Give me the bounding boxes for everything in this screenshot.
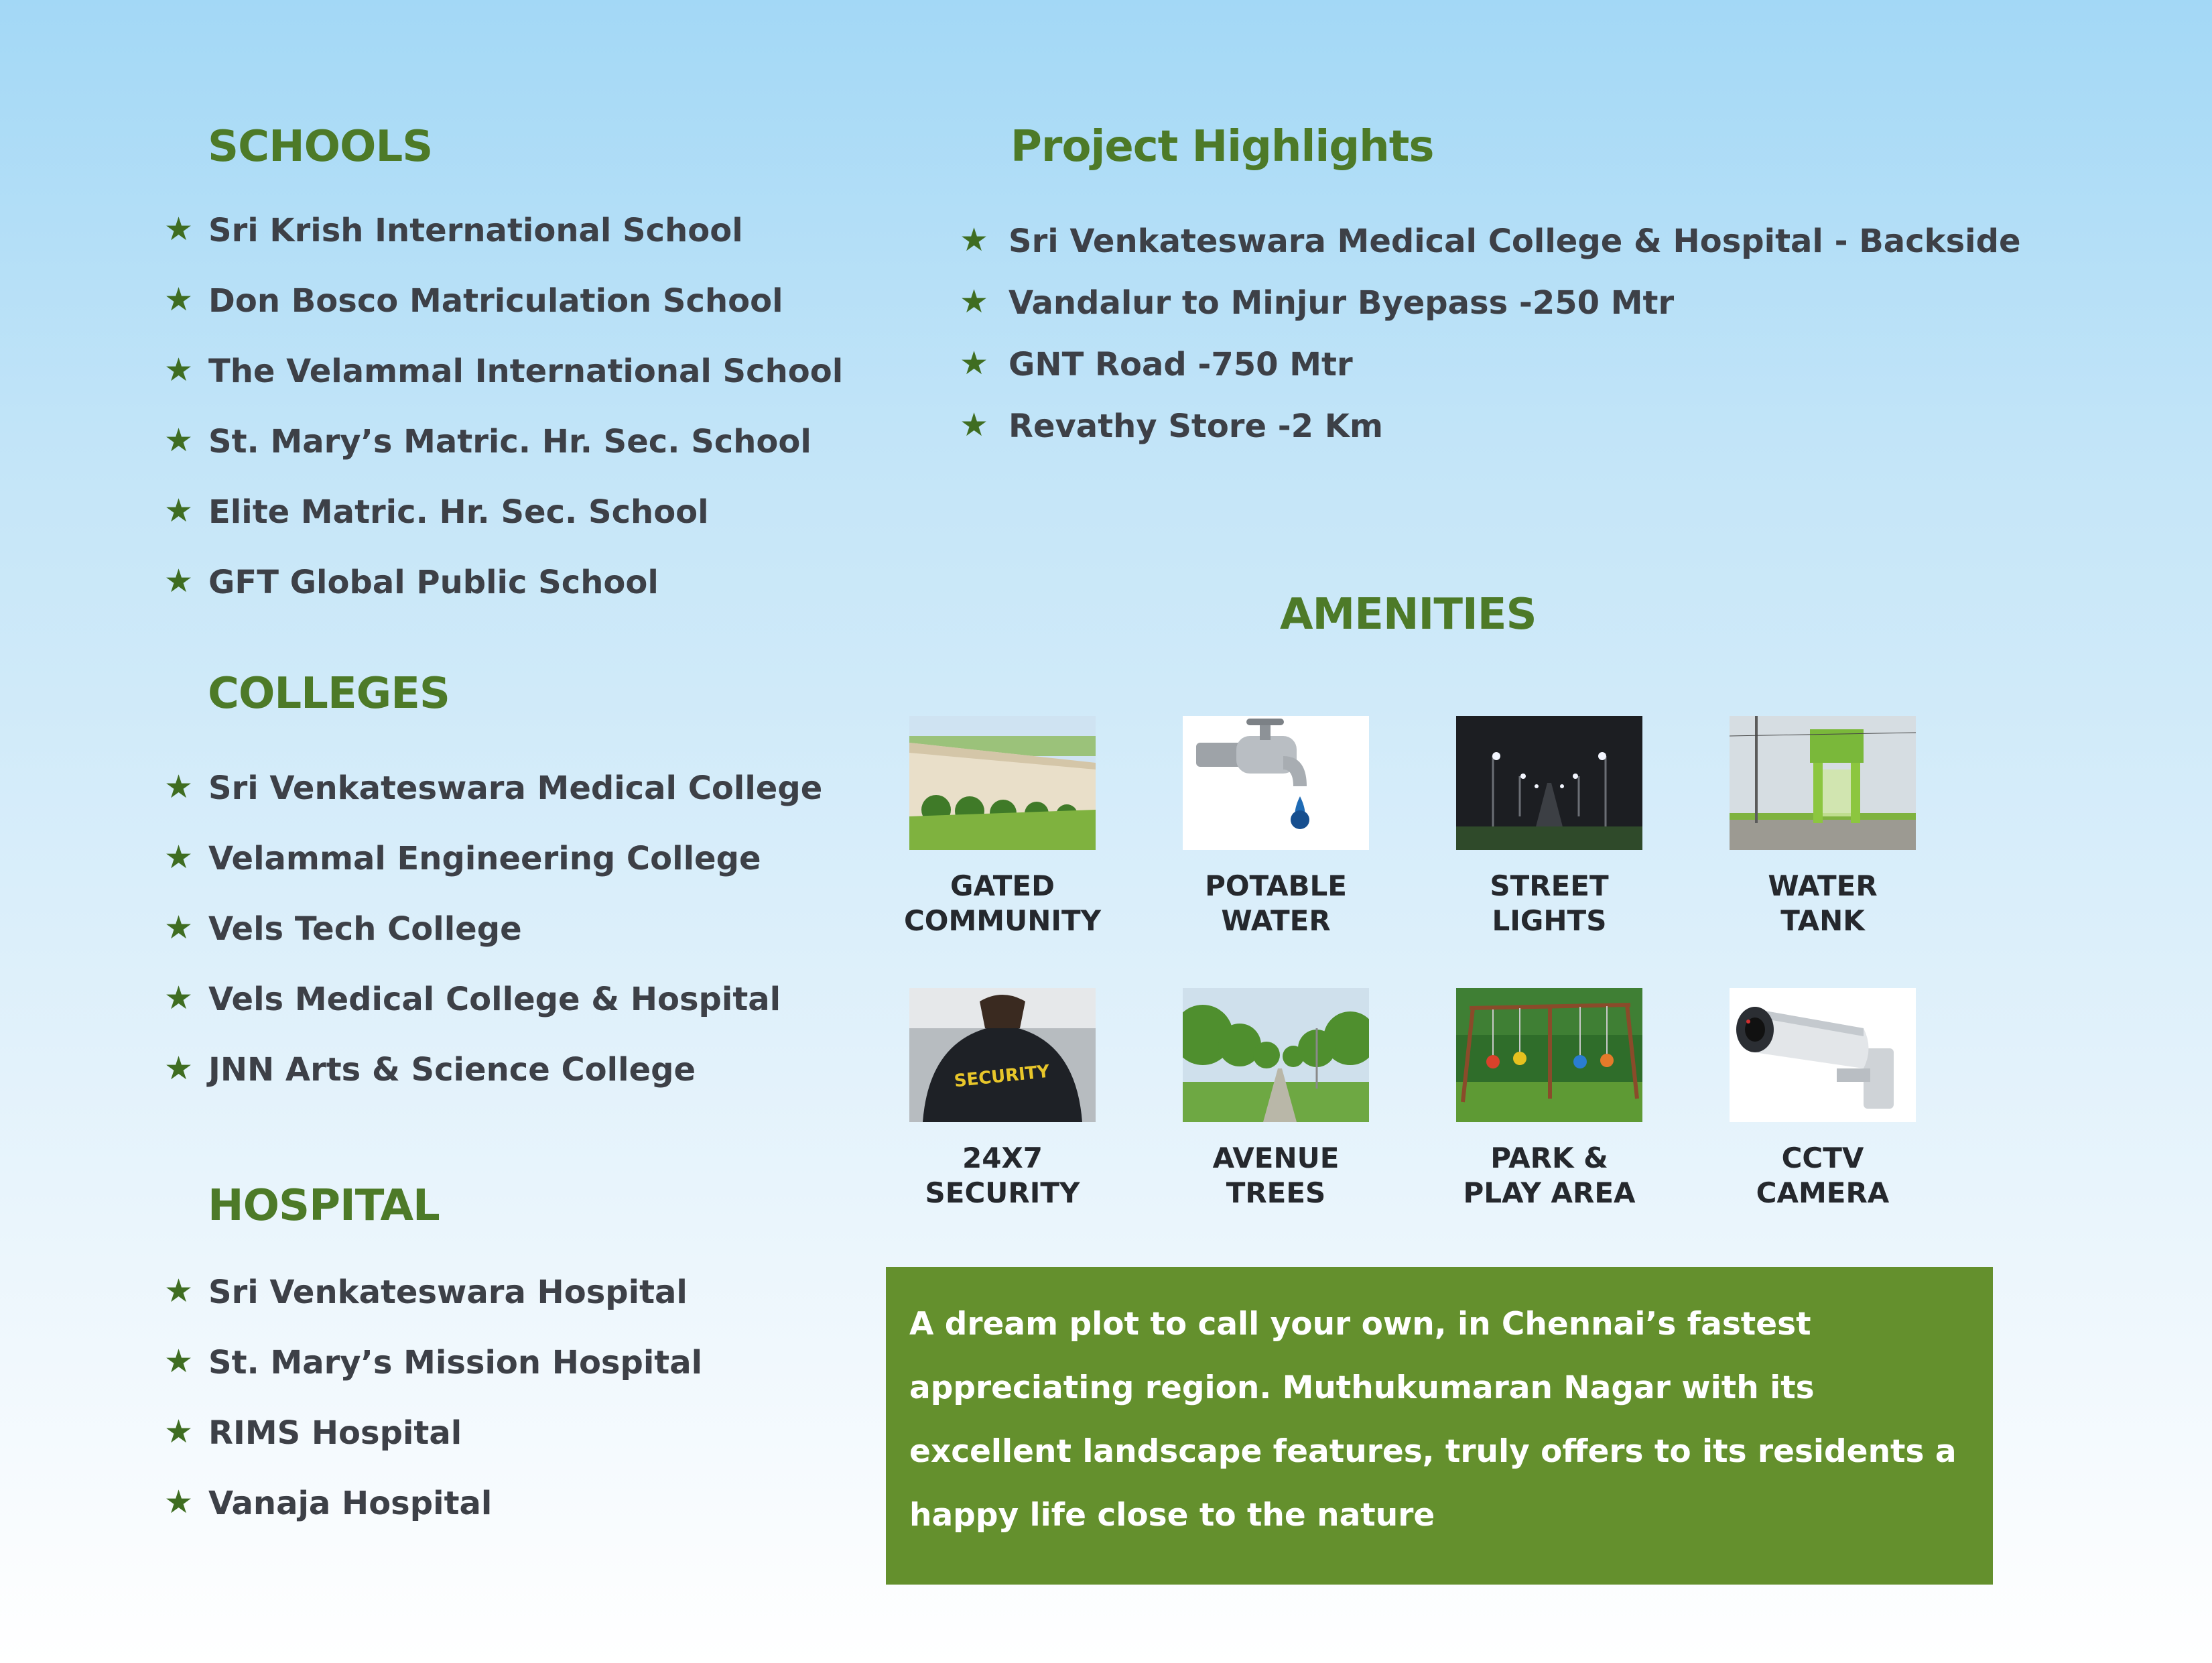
star-icon: ★: [164, 562, 194, 600]
school-name: The Velammal International School: [208, 353, 844, 390]
college-name: Sri Venkateswara Medical College: [208, 769, 823, 807]
hospital-heading: HOSPITAL: [208, 1181, 440, 1231]
amenity-caption: 24X7 SECURITY: [925, 1142, 1080, 1209]
tagline-text: A dream plot to call your own, in Chennai’s fastest appreciating region. Muthukumaran Nagar with its excellent landscape features, truly offers to its residents a happy life close to the nature: [909, 1306, 1957, 1534]
star-icon: ★: [164, 1272, 194, 1310]
schools-heading: SCHOOLS: [208, 122, 433, 172]
amenity-caption: WATER TANK: [1768, 869, 1878, 937]
amenity-gated-community: [903, 716, 1102, 937]
water-tank-photo-icon: [1730, 716, 1916, 850]
amenity-street-lights: [1456, 716, 1642, 937]
star-icon: ★: [164, 1483, 194, 1521]
star-icon: ★: [164, 1343, 194, 1380]
amenity-caption: CCTV CAMERA: [1756, 1142, 1890, 1209]
star-icon: ★: [960, 406, 989, 444]
star-icon: ★: [164, 210, 194, 248]
amenities-heading: AMENITIES: [1280, 590, 1537, 639]
star-icon: ★: [164, 909, 194, 946]
water-tap-photo-icon: [1183, 716, 1369, 850]
svg-text:SECURITY: SECURITY: [953, 1061, 1051, 1092]
star-icon: ★: [164, 1050, 194, 1087]
playground-photo-icon: [1456, 988, 1642, 1122]
avenue-trees-photo-icon: [1183, 988, 1369, 1122]
college-name: Vels Tech College: [208, 910, 522, 948]
star-icon: ★: [164, 839, 194, 876]
colleges-heading: COLLEGES: [208, 669, 450, 719]
amenity-caption: AVENUE TREES: [1212, 1142, 1340, 1209]
hospital-name: RIMS Hospital: [208, 1414, 462, 1452]
amenity-water-tank: [1730, 716, 1916, 937]
gated-wall-photo-icon: [909, 716, 1096, 850]
school-name: Don Bosco Matriculation School: [208, 282, 783, 320]
street-lights-photo-icon: [1456, 716, 1642, 850]
school-name: Elite Matric. Hr. Sec. School: [208, 493, 709, 531]
school-name: St. Mary’s Matric. Hr. Sec. School: [208, 423, 811, 460]
highlight-text: Revathy Store -2 Km: [1009, 408, 1383, 445]
tagline-box: [886, 1267, 1993, 1585]
college-name: Vels Medical College & Hospital: [208, 981, 781, 1018]
amenity-caption: PARK & PLAY AREA: [1463, 1142, 1636, 1209]
highlight-text: Sri Venkateswara Medical College & Hospital - Backside: [1009, 223, 2021, 260]
security-guard-photo-icon: [909, 988, 1096, 1122]
star-icon: ★: [960, 345, 989, 382]
amenity-avenue-trees: [1183, 988, 1369, 1209]
amenity-caption: STREET LIGHTS: [1490, 869, 1609, 937]
star-icon: ★: [164, 1413, 194, 1451]
hospital-name: Vanaja Hospital: [208, 1485, 493, 1522]
amenity-caption: POTABLE WATER: [1205, 869, 1347, 937]
amenity-potable-water: [1183, 716, 1369, 937]
highlights-heading: Project Highlights: [1011, 122, 1434, 172]
college-name: JNN Arts & Science College: [208, 1051, 696, 1089]
star-icon: ★: [164, 351, 194, 389]
amenity-caption: GATED COMMUNITY: [903, 869, 1102, 937]
star-icon: ★: [164, 979, 194, 1017]
amenity-security: [909, 988, 1096, 1209]
cctv-camera-photo-icon: [1730, 988, 1916, 1122]
star-icon: ★: [164, 768, 194, 806]
school-name: GFT Global Public School: [208, 564, 659, 601]
hospital-name: St. Mary’s Mission Hospital: [208, 1344, 703, 1381]
highlight-text: Vandalur to Minjur Byepass -250 Mtr: [1009, 284, 1675, 322]
school-name: Sri Krish International School: [208, 212, 743, 249]
amenity-park-play-area: [1456, 988, 1642, 1209]
star-icon: ★: [960, 283, 989, 320]
star-icon: ★: [164, 492, 194, 530]
star-icon: ★: [164, 281, 194, 318]
highlight-text: GNT Road -750 Mtr: [1009, 346, 1353, 383]
college-name: Velammal Engineering College: [208, 840, 761, 877]
star-icon: ★: [164, 422, 194, 459]
hospital-name: Sri Venkateswara Hospital: [208, 1274, 688, 1311]
star-icon: ★: [960, 221, 989, 259]
amenity-cctv-camera: [1730, 988, 1916, 1209]
